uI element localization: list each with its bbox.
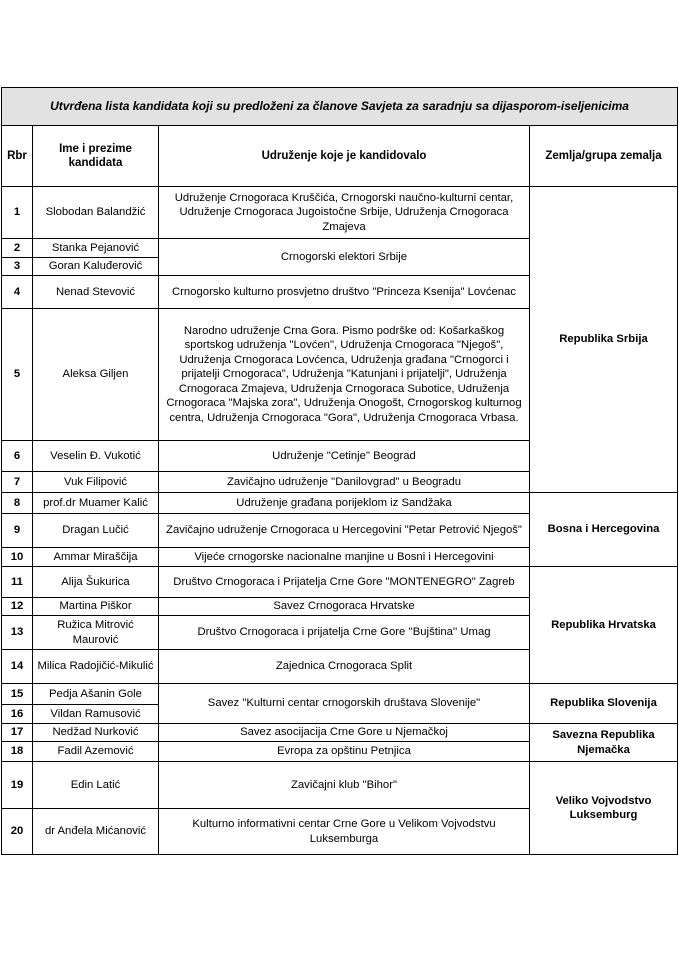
table-row (2, 684, 678, 705)
association: Savez asocijacija Crne Gore u Njemačkoj (159, 724, 530, 742)
association: Društvo Crnogoraca i Prijatelja Crne Gore "MONTENEGRO" Zagreb (159, 567, 530, 598)
header-association: Udruženje koje je kandidovalo (159, 126, 530, 187)
table-row (2, 724, 678, 742)
candidate-name: Edin Latić (33, 762, 159, 809)
candidate-name: Veselin Đ. Vukotić (33, 441, 159, 472)
table-row (2, 567, 678, 598)
title-row (2, 88, 678, 126)
document-title: Utvrđena lista kandidata koji su predloženi za članove Savjeta za saradnju sa dijasporom-iseljenicima (2, 88, 678, 126)
candidate-name: Alija Šukurica (33, 567, 159, 598)
association: Zavičajno udruženje Crnogoraca u Hercegovini "Petar Petrović Njegoš" (159, 514, 530, 548)
row-number: 8 (2, 493, 33, 514)
association: Evropa za opštinu Petnjica (159, 742, 530, 762)
association: Zavičajni klub "Bihor" (159, 762, 530, 809)
candidate-name: Ružica Mitrović Maurović (33, 616, 159, 650)
table-row (2, 493, 678, 514)
association: Udruženje građana porijeklom iz Sandžaka (159, 493, 530, 514)
candidate-name: prof.dr Muamer Kalić (33, 493, 159, 514)
candidate-name: Stanka Pejanović (33, 239, 159, 258)
candidate-name: Milica Radojičić-Mikulić (33, 650, 159, 684)
candidate-name: dr Anđela Mićanović (33, 809, 159, 855)
header-country: Zemlja/grupa zemalja (530, 126, 678, 187)
association: Društvo Crnogoraca i prijatelja Crne Gore ''Bujština'' Umag (159, 616, 530, 650)
candidate-name: Goran Kaluđerović (33, 258, 159, 276)
row-number: 19 (2, 762, 33, 809)
candidates-table (1, 87, 678, 855)
row-number: 11 (2, 567, 33, 598)
association: Udruženje Crnogoraca Kruščića, Crnogorski naučno-kulturni centar, Udruženje Crnogoraca Jugoistočne Srbije, Udruženja Crnogoraca Zmajeva (159, 187, 530, 239)
candidate-name: Dragan Lučić (33, 514, 159, 548)
row-number: 10 (2, 548, 33, 567)
association: Savez "Kulturni centar crnogorskih društava Slovenije" (159, 684, 530, 724)
header-rbr: Rbr (2, 126, 33, 187)
row-number: 12 (2, 598, 33, 616)
candidate-name: Fadil Azemović (33, 742, 159, 762)
candidate-name: Ammar Miraščija (33, 548, 159, 567)
row-number: 5 (2, 309, 33, 441)
table-row (2, 187, 678, 239)
association: Narodno udruženje Crna Gora. Pismo podrške od: Košarkaškog sportskog udruženja "Lovćen", Udruženja Crnogoraca "Njegoš", Udruženja Crnogoraca Lovćenca, Udruženja građana "Crnogorci i prijatelji Crnogoraca", Udruženja "Katunjani i prijatelji", Udruženja Crnogoraca Zmajeva, Udruženja Crnogoraca Subotice, Udruženja Crnogoraca "Majska zora", Udruženja Onogošt, Crnogorskog kulturnog centra, Udruženja Crnogoraca "Gora", Udruženja Crnogoraca Vrbasa. (159, 309, 530, 441)
country-group: Republika Slovenija (530, 684, 678, 724)
association: Kulturno informativni centar Crne Gore u Velikom Vojvodstvu Luksemburga (159, 809, 530, 855)
association: Udruženje "Cetinje" Beograd (159, 441, 530, 472)
row-number: 18 (2, 742, 33, 762)
country-group: Veliko Vojvodstvo Luksemburg (530, 762, 678, 855)
candidate-name: Martina Piškor (33, 598, 159, 616)
header-name: Ime i prezime kandidata (33, 126, 159, 187)
association: Zajednica Crnogoraca Split (159, 650, 530, 684)
association: Crnogorsko kulturno prosvjetno društvo "Princeza Ksenija" Lovćenac (159, 276, 530, 309)
table-row (2, 762, 678, 809)
row-number: 3 (2, 258, 33, 276)
country-group: Republika Srbija (530, 187, 678, 493)
association: Vijeće crnogorske nacionalne manjine u Bosni i Hercegovini (159, 548, 530, 567)
candidate-name: Nenad Stevović (33, 276, 159, 309)
row-number: 1 (2, 187, 33, 239)
row-number: 9 (2, 514, 33, 548)
row-number: 6 (2, 441, 33, 472)
candidate-name: Pedja Ašanin Gole (33, 684, 159, 705)
association: Savez Crnogoraca Hrvatske (159, 598, 530, 616)
association: Zavičajno udruženje "Danilovgrad" u Beogradu (159, 472, 530, 493)
country-group: Savezna Republika Njemačka (530, 724, 678, 762)
row-number: 16 (2, 705, 33, 724)
candidate-name: Vildan Ramusović (33, 705, 159, 724)
row-number: 2 (2, 239, 33, 258)
country-group: Republika Hrvatska (530, 567, 678, 684)
row-number: 4 (2, 276, 33, 309)
header-row (2, 126, 678, 187)
row-number: 17 (2, 724, 33, 742)
association: Crnogorski elektori Srbije (159, 239, 530, 276)
candidate-name: Slobodan Balandžić (33, 187, 159, 239)
row-number: 15 (2, 684, 33, 705)
candidate-name: Aleksa Giljen (33, 309, 159, 441)
country-group: Bosna i Hercegovina (530, 493, 678, 567)
row-number: 7 (2, 472, 33, 493)
candidate-name: Vuk Filipović (33, 472, 159, 493)
row-number: 13 (2, 616, 33, 650)
row-number: 20 (2, 809, 33, 855)
candidate-name: Nedžad Nurković (33, 724, 159, 742)
row-number: 14 (2, 650, 33, 684)
